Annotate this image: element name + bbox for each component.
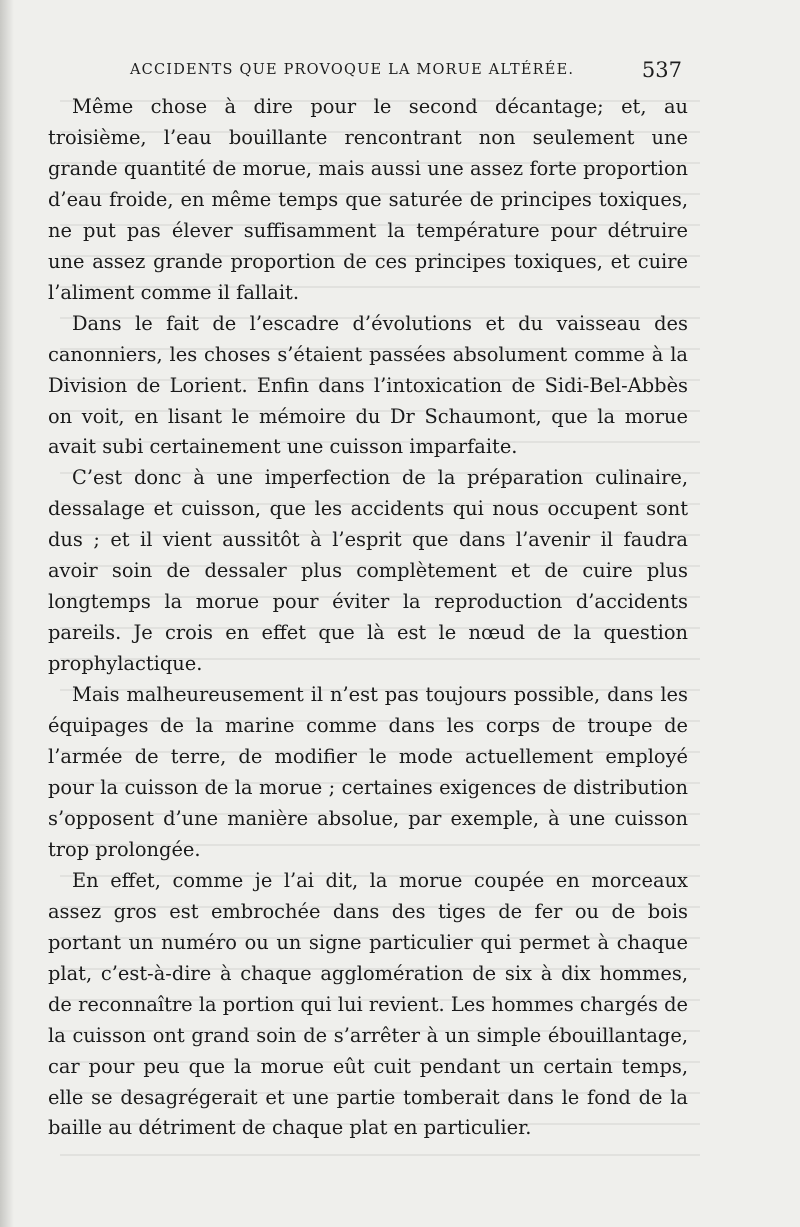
paragraph: Même chose à dire pour le second décantage; et, au troisième, l’eau bouillante rencontrant non seulement une grande quantité de morue, mais aussi une assez forte proportion d’eau froide, en même temps que saturée de principes toxiques, ne put pas élever suffisamment la température pour détruire une assez grande proportion de ces principes toxiques, et cuire l’aliment comme il fallait.	[48, 95, 688, 304]
paragraph: C’est donc à une imperfection de la préparation culinaire, dessalage et cuisson, que les accidents qui nous occupent sont dus ; et il vient aussitôt à l’esprit que dans l’avenir il faudra avoir soin de dessaler plus complètement et de cuire plus longtemps la morue pour éviter la reproduction d’accidents pareils. Je crois en effet que là est le nœud de la question prophylactique.	[48, 466, 688, 676]
paragraph: Dans le fait de l’escadre d’évolutions et du vaisseau des canonniers, les choses s’étaient passées absolument comme à la Division de Lorient. Enfin dans l’intoxication de Sidi-Bel-Abbès on voit, en lisant le mémoire du Dr Schaumont, que la morue avait subi certainement une cuisson imparfaite.	[48, 311, 688, 459]
page-shadow	[0, 0, 14, 1227]
paragraph: En effet, comme je l’ai dit, la morue coupée en morceaux assez gros est embrochée dans des tiges de fer ou de bois portant un numéro ou un signe particulier qui permet à chaque plat, c’est-à-dire à chaque agglomération de six à dix hommes, de reconnaître la portion qui lui revient. Les hommes chargés de la cuisson ont grand soin de s’arrêter à un simple ébouillantage, car pour peu que la morue eût cuit pendant un certain temps, elle se desagrégerait et une partie tomberait dans le fond de la baille au détriment de chaque plat en particulier.	[48, 868, 688, 1140]
running-title: ACCIDENTS QUE PROVOQUE LA MORUE ALTÉRÉE.	[130, 62, 575, 78]
body-text	[48, 92, 688, 1144]
paragraph: Mais malheureusement il n’est pas toujours possible, dans les équipages de la marine comme dans les corps de troupe de l’armée de terre, de modifier le mode actuellement employé pour la cuisson de la morue ; certaines exigences de distribution s’opposent d’une manière absolue, par exemple, à une cuisson trop prolongée.	[48, 683, 688, 861]
page-number: 537	[641, 58, 682, 82]
page-header	[130, 58, 682, 88]
